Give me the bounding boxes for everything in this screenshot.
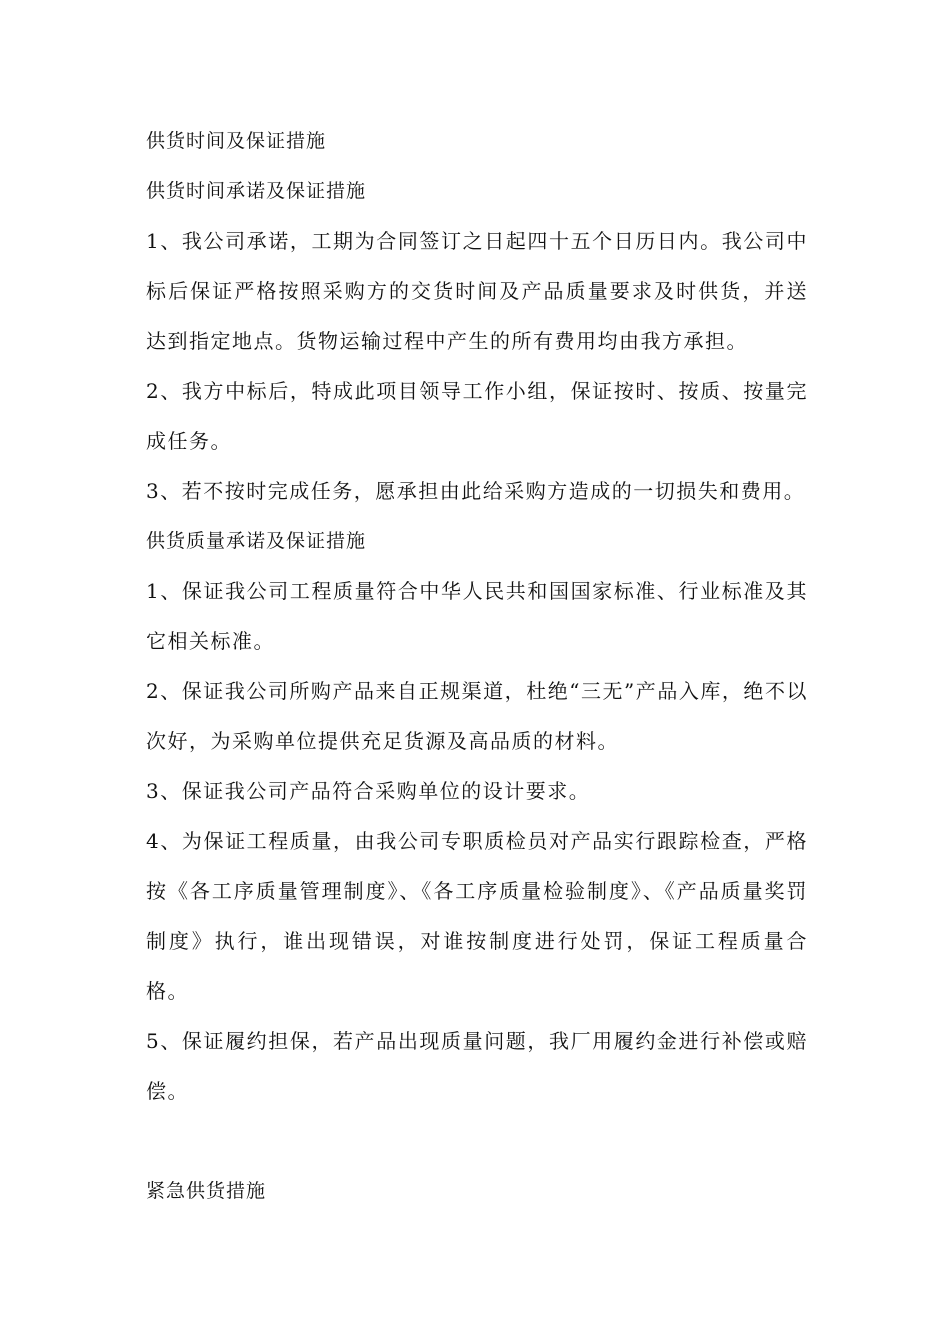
document-body [146,116,808,1216]
paragraph-delivery-1: 1、我公司承诺，工期为合同签订之日起四十五个日历日内。我公司中标后保证严格按照采购方的交货时间及产品质量要求及时供货，并送达到指定地点。货物运输过程中产生的所有费用均由我方承担。 [146,229,808,353]
blank-line [146,1116,808,1166]
paragraph-delivery-2: 2、我方中标后，特成此项目领导工作小组，保证按时、按质、按量完成任务。 [146,379,808,453]
section-heading-quality: 供货质量承诺及保证措施 [146,530,367,552]
paragraph-quality-3: 3、保证我公司产品符合采购单位的设计要求。 [146,779,591,803]
section-heading-emergency: 紧急供货措施 [146,1180,267,1202]
paragraph-delivery-3: 3、若不按时完成任务，愿承担由此给采购方造成的一切损失和费用。 [146,479,806,503]
document-title: 供货时间及保证措施 [146,130,327,152]
section-heading-delivery-time: 供货时间承诺及保证措施 [146,180,367,202]
paragraph-quality-5: 5、保证履约担保，若产品出现质量问题，我厂用履约金进行补偿或赔偿。 [146,1029,808,1103]
paragraph-quality-2: 2、保证我公司所购产品来自正规渠道，杜绝“三无”产品入库，绝不以次好，为采购单位提供充足货源及高品质的材料。 [146,679,808,753]
paragraph-quality-4: 4、为保证工程质量，由我公司专职质检员对产品实行跟踪检查，严格按《各工序质量管理制度》、《各工序质量检验制度》、《产品质量奖罚制度》执行，谁出现错误，对谁按制度进行处罚，保证工程质量合格。 [146,829,808,1003]
paragraph-quality-1: 1、保证我公司工程质量符合中华人民共和国国家标准、行业标准及其它相关标准。 [146,579,808,653]
